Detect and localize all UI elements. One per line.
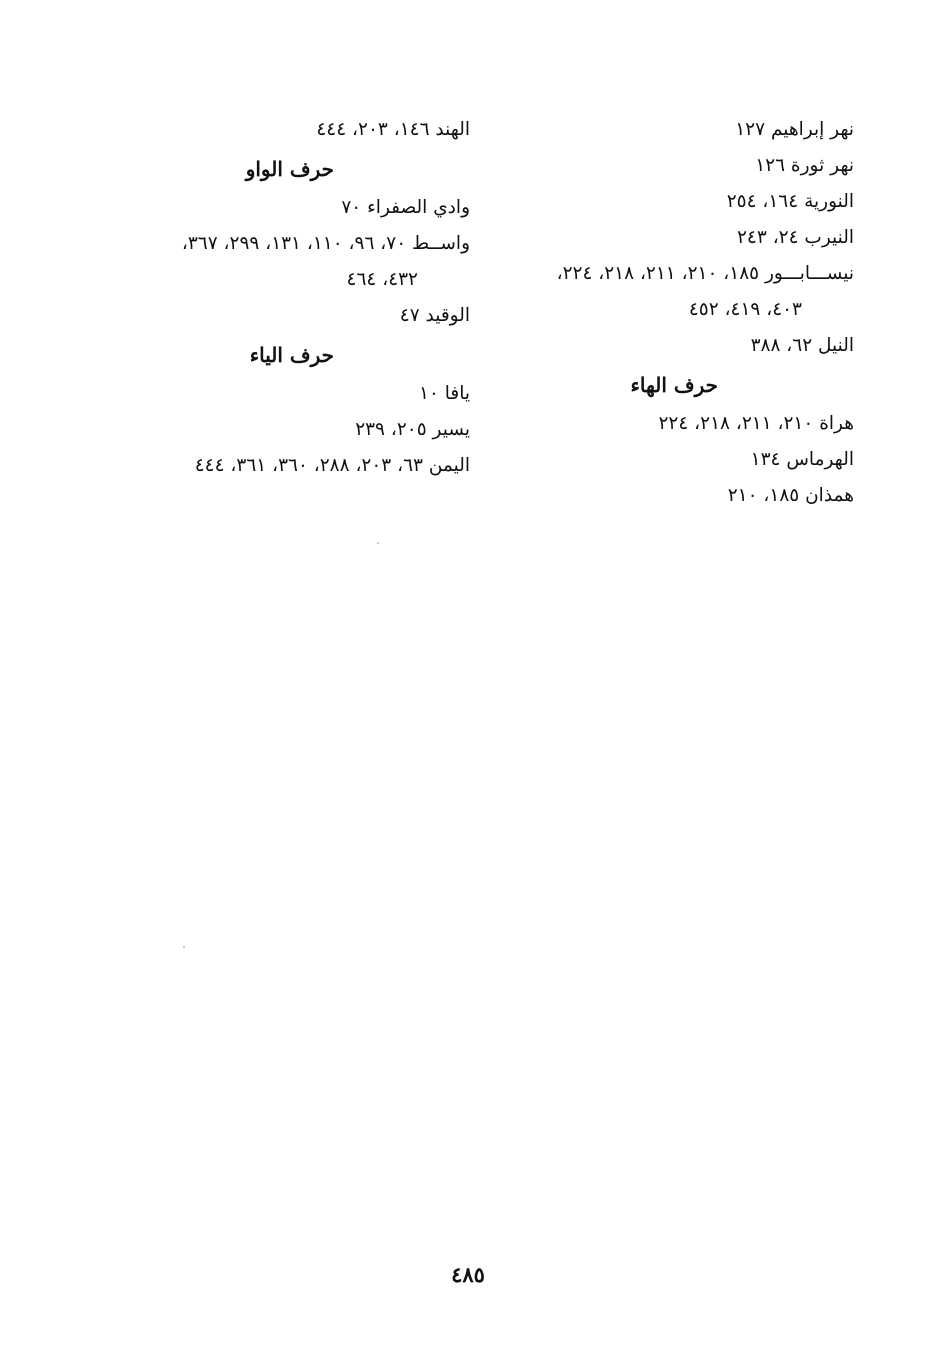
- index-entry: الوقيد ٤٧: [399, 305, 470, 326]
- page-number: ٤٨٥: [451, 1262, 485, 1287]
- index-entry: نهر ثورة ١٢٦: [755, 155, 854, 176]
- index-entry: يافا ١٠: [418, 383, 470, 404]
- index-entry: النورية ١٦٤، ٢٥٤: [726, 191, 854, 212]
- index-entry: نهر إبراهيم ١٢٧: [735, 119, 854, 140]
- index-entry-continuation: ٤٣٢، ٤٦٤: [346, 269, 418, 290]
- index-column-left: [70, 112, 470, 484]
- index-entry: يسير ٢٠٥، ٢٣٩: [355, 419, 470, 440]
- index-entry: همذان ١٨٥، ٢١٠: [727, 485, 854, 506]
- section-heading-waw: حرف الواو: [245, 157, 334, 181]
- index-entry: النيل ٦٢، ٣٨٨: [750, 335, 854, 356]
- index-entry: هراة ٢١٠، ٢١١، ٢١٨، ٢٢٤: [658, 413, 854, 434]
- index-entry-continuation: ٤٠٣، ٤١٩، ٤٥٢: [688, 299, 802, 320]
- index-entry: واســط ٧٠، ٩٦، ١١٠، ١٣١، ٢٩٩، ٣٦٧،: [181, 233, 470, 254]
- scan-speck: [377, 542, 379, 544]
- index-entry: اليمن ٦٣، ٢٠٣، ٢٨٨، ٣٦٠، ٣٦١، ٤٤٤: [194, 455, 470, 476]
- index-column-right: [454, 112, 854, 514]
- index-entry: نيســـابـــور ١٨٥، ٢١٠، ٢١١، ٢١٨، ٢٢٤،: [556, 263, 854, 284]
- index-entry: وادي الصفراء ٧٠: [341, 197, 470, 218]
- index-entry: الهند ١٤٦، ٢٠٣، ٤٤٤: [316, 119, 470, 140]
- index-entry: الهرماس ١٣٤: [750, 449, 854, 470]
- section-heading-yaa: حرف الياء: [249, 343, 334, 367]
- scan-speck: [183, 946, 185, 948]
- index-entry: النيرب ٢٤، ٢٤٣: [737, 227, 854, 248]
- section-heading-haa: حرف الهاء: [630, 373, 718, 397]
